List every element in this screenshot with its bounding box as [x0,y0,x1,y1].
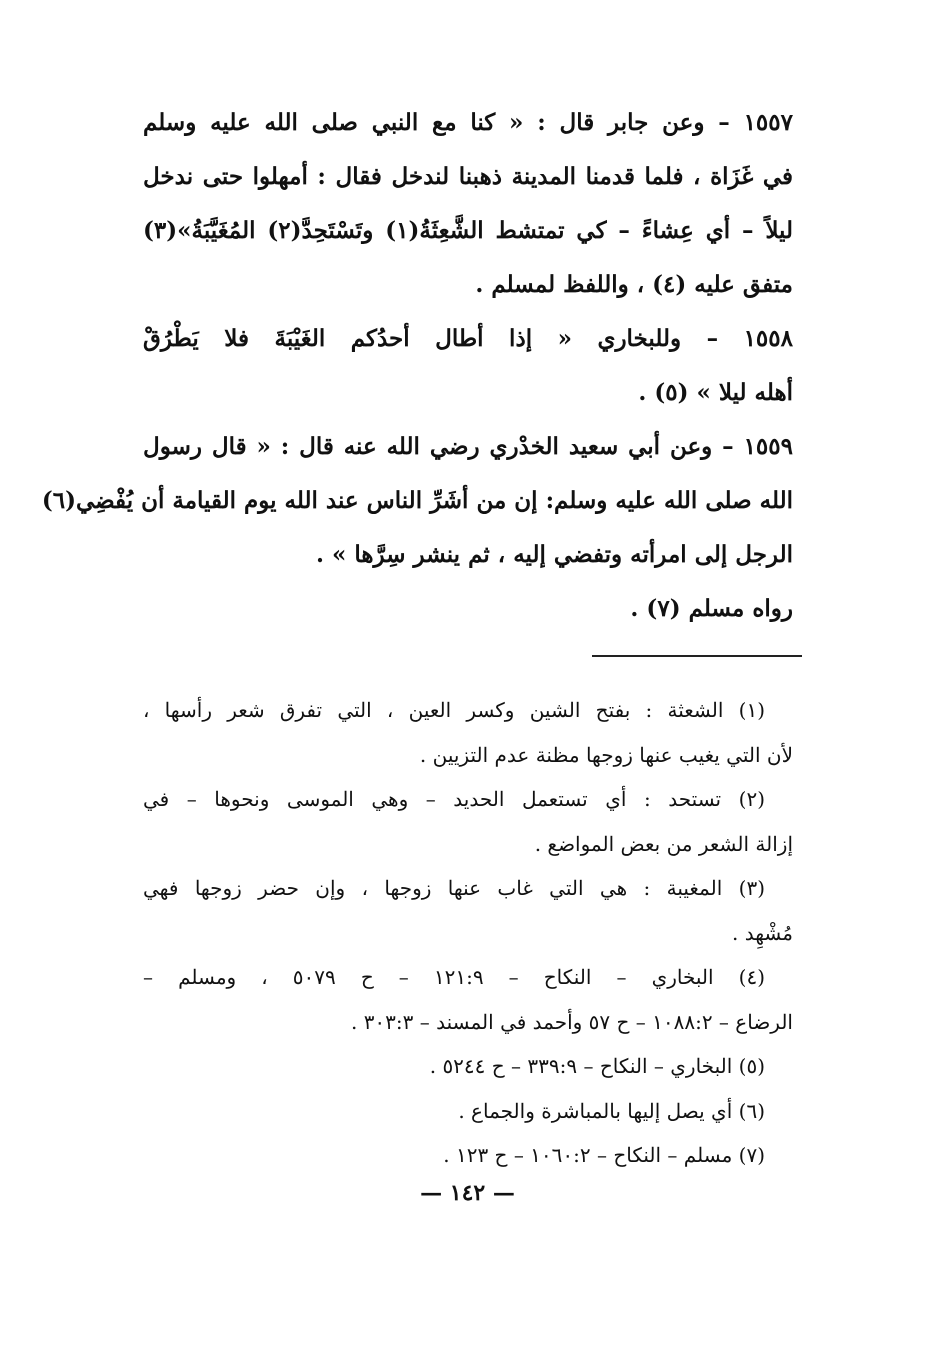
footnote-7: (٧) مسلم – النكاح – ١٠٦٠:٢ – ح ١٢٣ . [443,1143,765,1167]
footnote-4-cont: الرضاع – ١٠٨٨:٢ – ح ٥٧ وأحمد في المسند – ٣٠٣:٣ . [350,1009,793,1034]
footnotes [143,688,793,1178]
footnote-divider [592,655,802,657]
footnote-1-cont: لأن التي يغيب عنها زوجها مظنة عدم التزيين . [419,742,793,767]
page-number: — ١٤٢ — [420,1180,515,1206]
hadith-1559-line-1: ١٥٥٩ – وعن أبي سعيد الخدْري رضي الله عنه قال : « قال رسول [143,433,793,460]
footnote-6: (٦) أي يصل إليها بالمباشرة والجماع . [458,1098,765,1123]
footnote-2: (٢) تستحد : أي تستعمل الحديد – وهي الموسى ونحوها – في [143,787,765,811]
footnote-4: (٤) البخاري – النكاح – ١٢١:٩ – ح ٥٠٧٩ ، ومسلم – [143,965,766,989]
footnote-3-cont: مُشْهِد . [732,920,793,945]
footnote-5: (٥) البخاري – النكاح – ٣٣٩:٩ – ح ٥٢٤٤ . [429,1054,765,1078]
hadith-1559-line-3: الرجل إلى امرأته وتفضي إليه ، ثم ينشر سِرَّها » . [316,541,793,568]
footnote-1: (١) الشعثة : بفتح الشين وكسر العين ، التي تفرق شعر رأسها ، [143,698,765,722]
footnote-2-cont: إزالة الشعر من بعض المواضع . [534,831,793,856]
hadith-1559-source: رواه مسلم (٧) . [630,595,793,622]
hadith-1557-line-3: ليلاً – أي عِشاءً – كي تمتشط الشَّعِثَةُ(١) وتَسْتَحِدَّ(٢) المُغَيَّبَةُ»(٣) [143,217,793,244]
hadith-1557-source: متفق عليه (٤) ، واللفظ لمسلم . [475,271,793,298]
hadith-1558-line-2: أهله ليلا » (٥) . [638,379,793,406]
hadith-1558-line-1: ١٥٥٨ – وللبخاري « إذا أطال أحدُكم الغَيْبَةَ فلا يَطْرُقْ [143,325,793,352]
hadith-1557-line-1: ١٥٥٧ – وعن جابر قال : « كنا مع النبي صلى الله عليه وسلم [143,109,793,136]
footnote-3: (٣) المغيبة : هي التي غاب عنها زوجها ، وإن حضر زوجها فهي [143,876,765,900]
hadith-1559-line-2: الله صلى الله عليه وسلم: إن من أشَرِّ الناس عند الله يوم القيامة أن يُفْضِي(٦) [41,487,793,514]
main-text [41,96,793,636]
hadith-1557-line-2: في غَزَاة ، فلما قدمنا المدينة ذهبنا لندخل فقال : أمهلوا حتى ندخل [143,163,793,190]
